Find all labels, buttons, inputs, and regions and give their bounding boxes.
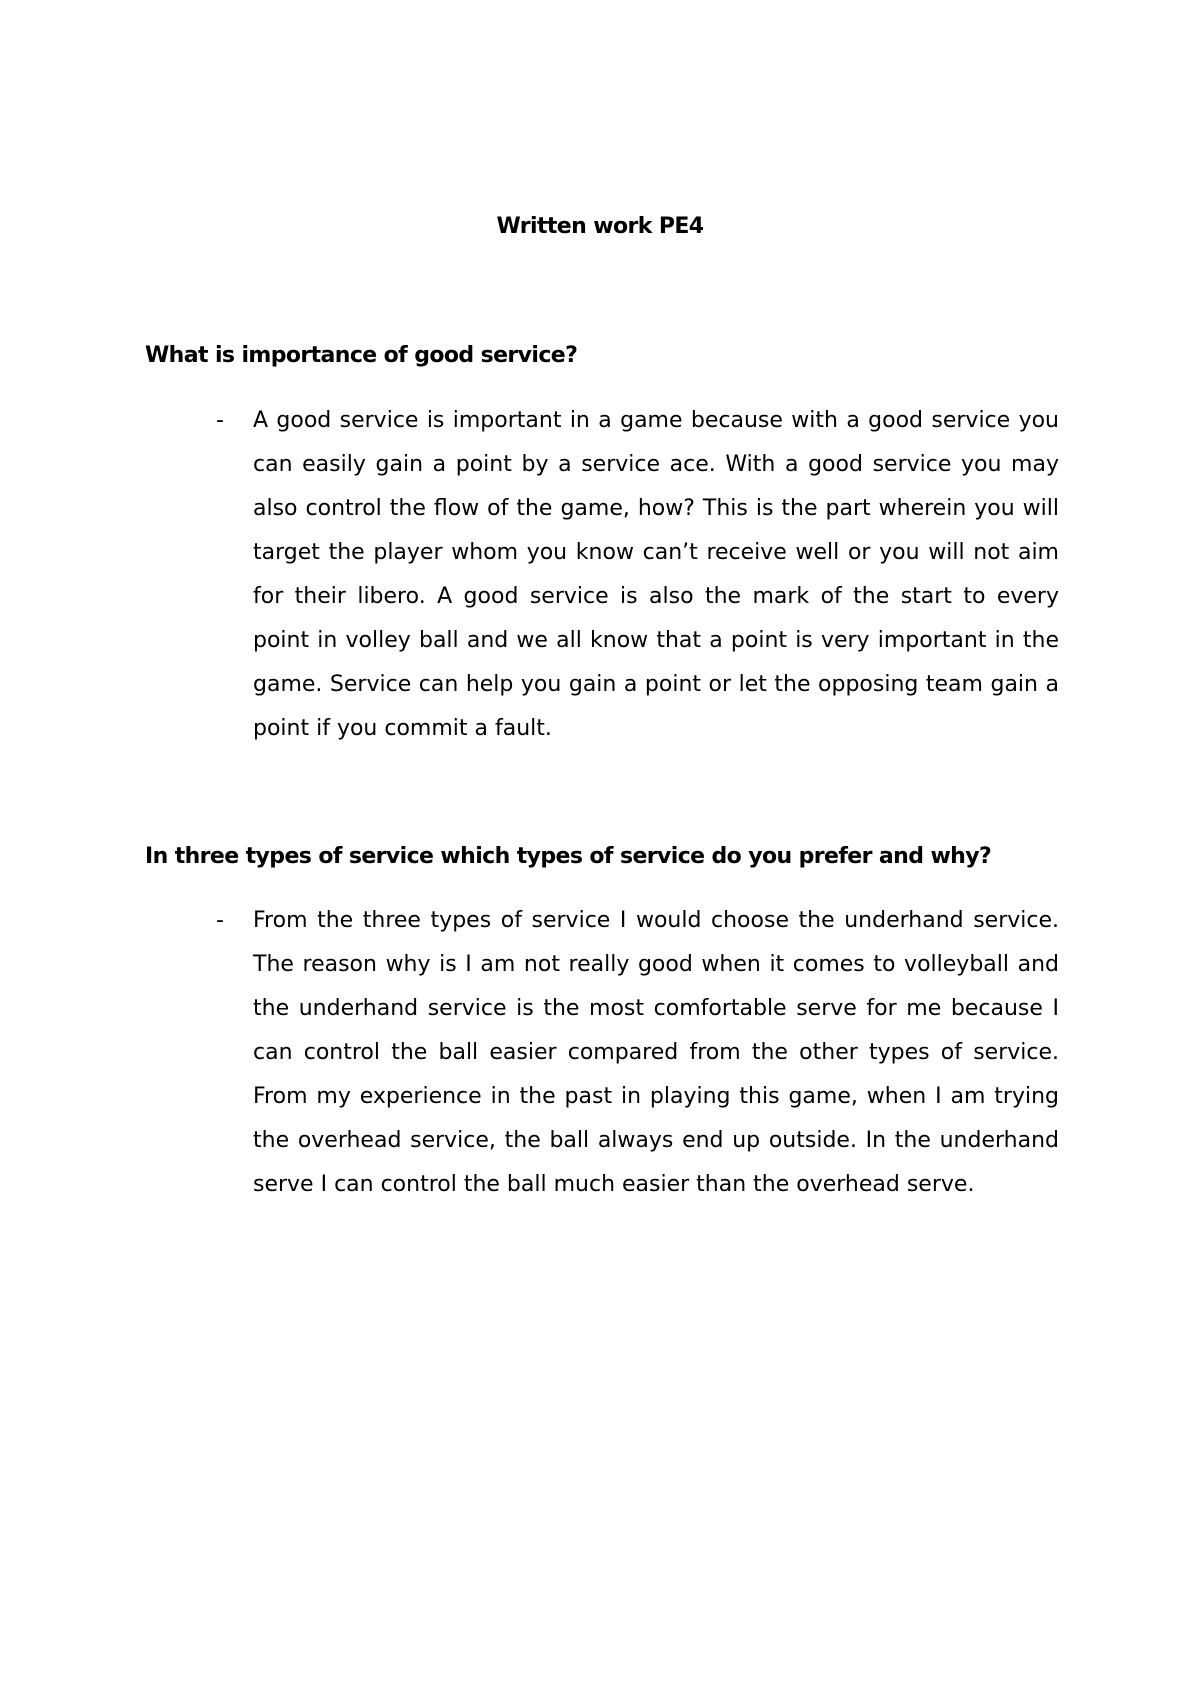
answer-1: A good service is important in a game because with a good service you can easily gain a point by a service ace. With a good service you may also control the flow of the game, how? This is the part wherein you will target the player whom you know can’t receive well or you will not aim for their libero. A good service is also the mark of the start to every point in volley ball and we all know that a point is very important in the game. Service can help you gain a point or let the opposing team gain a point if you commit a fault. [253,408,1059,741]
document-title: Written work PE4 [496,214,704,239]
answer-2: From the three types of service I would choose the underhand service. The reason why is I am not really good when it comes to volleyball and the underhand service is the most comfortable serve for me because I can control the ball easier compared from the other types of service. From my experience in the past in playing this game, when I am trying the overhead service, the ball always end up outside. In the underhand serve I can control the ball much easier than the overhead serve. [253,908,1059,1197]
question-1: What is importance of good service? [145,343,578,368]
bullet-dash-2: - [216,908,224,933]
bullet-dash-1: - [216,408,224,433]
question-2: In three types of service which types of service do you prefer and why? [145,844,992,869]
